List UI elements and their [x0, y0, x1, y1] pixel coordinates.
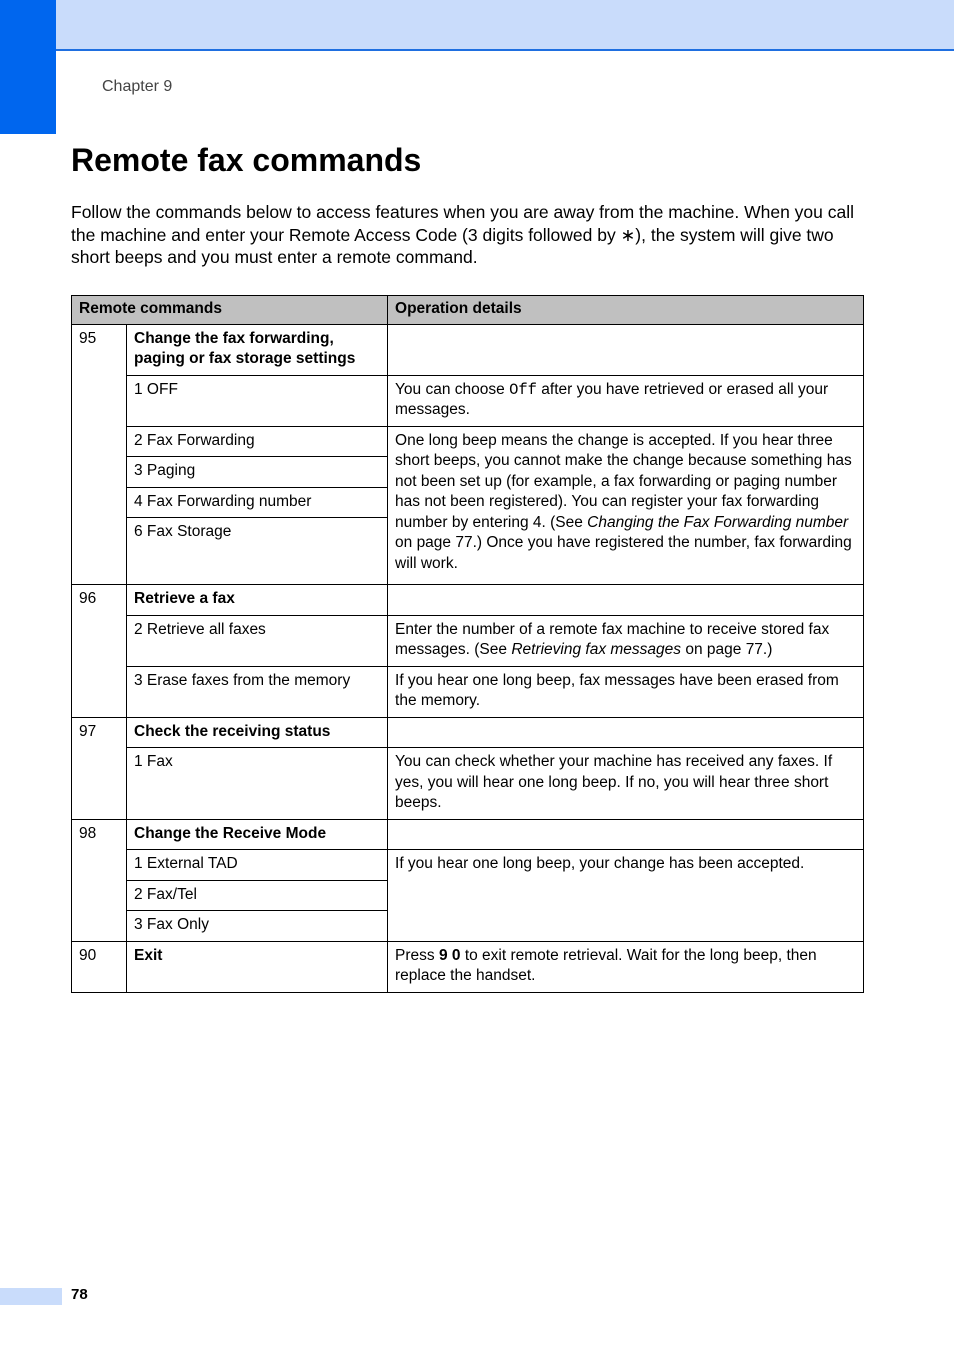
detail-text: on page 77.) Once you have registered the number, fax forwarding will work. — [395, 534, 852, 572]
table-row — [72, 324, 864, 375]
footer-band — [0, 1288, 62, 1305]
table-header-row — [72, 296, 864, 325]
option-label: 3 Erase faxes from the memory — [127, 666, 388, 717]
header-remote-commands: Remote commands — [72, 296, 388, 325]
option-label: 2 Fax/Tel — [127, 880, 388, 911]
option-label: 2 Fax Forwarding — [127, 426, 388, 457]
option-detail: You can check whether your machine has received any faxes. If yes, you will hear one long beep. If no, you will hear three short beeps. — [388, 748, 864, 820]
command-detail-empty — [388, 717, 864, 748]
command-title: Retrieve a fax — [127, 585, 388, 616]
command-code: 97 — [72, 717, 127, 819]
option-detail: If you hear one long beep, fax messages have been erased from the memory. — [388, 666, 864, 717]
table-row — [72, 819, 864, 850]
option-label: 3 Fax Only — [127, 911, 388, 942]
command-title: Change the fax forwarding, paging or fax storage settings — [127, 324, 388, 375]
key-sequence: 9 0 — [438, 946, 461, 964]
command-title: Change the Receive Mode — [127, 819, 388, 850]
option-detail-shared — [388, 426, 864, 585]
table-row — [72, 666, 864, 717]
option-label: 1 Fax — [127, 748, 388, 820]
option-detail — [388, 615, 864, 666]
table-row — [72, 850, 864, 881]
command-code: 96 — [72, 585, 127, 718]
table-row — [72, 941, 864, 992]
detail-text: on page 77.) — [681, 641, 773, 658]
detail-text: Enter the number of a remote fax machine to receive stored fax messages. (See — [395, 620, 830, 658]
option-detail — [388, 941, 864, 992]
off-setting: Off — [509, 380, 537, 399]
option-detail — [388, 375, 864, 426]
table-row — [72, 748, 864, 820]
header-operation-details: Operation details — [388, 296, 864, 325]
intro-text-1: Follow the commands below to access features when you are away from the machine. When you call the machine and enter your Remote Access Code (3 digits followed by — [71, 202, 855, 245]
intro-paragraph — [71, 201, 871, 269]
command-detail-empty — [388, 819, 864, 850]
chapter-tab-marker — [0, 0, 56, 134]
option-detail-shared: If you hear one long beep, your change has been accepted. — [388, 850, 864, 942]
command-code: 98 — [72, 819, 127, 941]
option-label: 4 Fax Forwarding number — [127, 487, 388, 518]
detail-text: You can choose — [395, 380, 510, 398]
table-row — [72, 615, 864, 666]
detail-text: Press — [395, 946, 439, 964]
command-detail-empty — [388, 585, 864, 616]
header-band — [0, 0, 954, 51]
option-label: 6 Fax Storage — [127, 518, 388, 585]
remote-commands-table — [71, 295, 864, 993]
table-row — [72, 426, 864, 457]
table-row — [72, 585, 864, 616]
option-label: 1 External TAD — [127, 850, 388, 881]
chapter-label: Chapter 9 — [102, 78, 173, 95]
command-code: 90 — [72, 941, 127, 992]
page-title: Remote fax commands — [71, 142, 422, 178]
star-symbol: ∗ — [620, 224, 636, 245]
detail-text: after you have retrieved or erased all your messages. — [395, 380, 829, 418]
command-detail-empty — [388, 324, 864, 375]
command-title: Check the receiving status — [127, 717, 388, 748]
command-code: 95 — [72, 324, 127, 585]
page-reference: Retrieving fax messages — [511, 641, 682, 658]
page-reference: Changing the Fax Forwarding number — [587, 513, 849, 531]
option-label: 1 OFF — [127, 375, 388, 426]
table-row — [72, 717, 864, 748]
detail-text: One long beep means the change is accepted. If you hear three short beeps, you cannot make the change because something has not been set up (for example, a fax forwarding or paging number has not been registered). You can register your fax forwarding number by entering 4. (See — [395, 431, 852, 531]
command-title: Exit — [127, 941, 388, 992]
option-label: 2 Retrieve all faxes — [127, 615, 388, 666]
intro-text-2: ), the system will give two short beeps and you must enter a remote command. — [71, 224, 834, 268]
option-label: 3 Paging — [127, 457, 388, 488]
table-row — [72, 375, 864, 426]
page-number: 78 — [71, 1286, 88, 1303]
detail-text: to exit remote retrieval. Wait for the long beep, then replace the handset. — [395, 946, 817, 984]
